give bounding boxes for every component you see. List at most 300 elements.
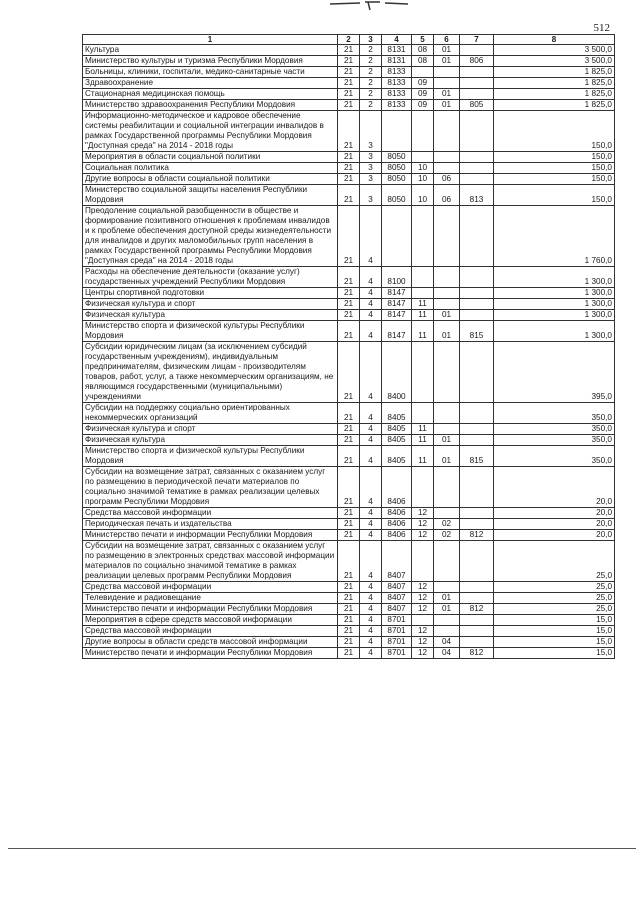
header-cell: 4 bbox=[382, 35, 412, 45]
row-subsection-cell bbox=[434, 267, 460, 288]
row-amount-cell: 350,0 bbox=[494, 435, 615, 446]
row-code-cell: 8405 bbox=[382, 446, 412, 467]
row-code-cell: 4 bbox=[360, 310, 382, 321]
row-ministry-cell bbox=[460, 582, 494, 593]
row-ministry-cell bbox=[460, 637, 494, 648]
row-amount-cell: 1 300,0 bbox=[494, 299, 615, 310]
row-name-cell: Министерство спорта и физической культуры Республики Мордовия bbox=[83, 446, 338, 467]
row-code-cell: 4 bbox=[360, 321, 382, 342]
row-code-cell: 4 bbox=[360, 604, 382, 615]
row-code-cell: 4 bbox=[360, 206, 382, 267]
row-section-cell: 12 bbox=[412, 530, 434, 541]
row-amount-cell: 1 300,0 bbox=[494, 288, 615, 299]
row-name-cell: Расходы на обеспечение деятельности (оказание услуг) государственных учреждений Республики Мордовия bbox=[83, 267, 338, 288]
row-code-cell: 4 bbox=[360, 626, 382, 637]
row-amount-cell: 1 825,0 bbox=[494, 100, 615, 111]
row-name-cell: Здравоохранение bbox=[83, 78, 338, 89]
row-subsection-cell bbox=[434, 342, 460, 403]
row-code-cell: 21 bbox=[338, 321, 360, 342]
row-code-cell: 8100 bbox=[382, 267, 412, 288]
row-name-cell: Министерство здравоохранения Республики Мордовия bbox=[83, 100, 338, 111]
row-name-cell: Средства массовой информации bbox=[83, 582, 338, 593]
row-code-cell: 21 bbox=[338, 530, 360, 541]
row-code-cell: 21 bbox=[338, 637, 360, 648]
row-section-cell bbox=[412, 342, 434, 403]
row-subsection-cell bbox=[434, 582, 460, 593]
row-code-cell: 8147 bbox=[382, 321, 412, 342]
row-name-cell: Субсидии на возмещение затрат, связанных с оказанием услуг по размещению в электронных средствах массовой информации материалов по социально значимой тематике в рамках реализации целевых программ Республики Мордовия bbox=[83, 541, 338, 582]
row-subsection-cell: 01 bbox=[434, 310, 460, 321]
row-section-cell: 12 bbox=[412, 582, 434, 593]
row-code-cell: 8701 bbox=[382, 615, 412, 626]
row-section-cell: 11 bbox=[412, 424, 434, 435]
row-amount-cell: 15,0 bbox=[494, 648, 615, 659]
row-amount-cell: 1 300,0 bbox=[494, 321, 615, 342]
row-section-cell: 12 bbox=[412, 648, 434, 659]
table-row bbox=[83, 648, 615, 659]
row-amount-cell: 25,0 bbox=[494, 582, 615, 593]
table-row bbox=[83, 403, 615, 424]
row-code-cell: 4 bbox=[360, 541, 382, 582]
row-section-cell: 10 bbox=[412, 163, 434, 174]
row-code-cell: 3 bbox=[360, 174, 382, 185]
row-name-cell: Культура bbox=[83, 45, 338, 56]
row-section-cell bbox=[412, 403, 434, 424]
row-subsection-cell: 01 bbox=[434, 321, 460, 342]
row-ministry-cell bbox=[460, 67, 494, 78]
row-code-cell: 21 bbox=[338, 342, 360, 403]
row-code-cell: 8701 bbox=[382, 637, 412, 648]
row-name-cell: Периодическая печать и издательства bbox=[83, 519, 338, 530]
table-row bbox=[83, 299, 615, 310]
row-ministry-cell bbox=[460, 163, 494, 174]
row-code-cell: 21 bbox=[338, 508, 360, 519]
row-code-cell: 2 bbox=[360, 100, 382, 111]
row-code-cell: 21 bbox=[338, 111, 360, 152]
budget-table bbox=[82, 34, 615, 659]
row-name-cell: Министерство социальной защиты населения Республики Мордовия bbox=[83, 185, 338, 206]
row-code-cell: 4 bbox=[360, 267, 382, 288]
row-code-cell: 4 bbox=[360, 508, 382, 519]
table-row bbox=[83, 342, 615, 403]
row-code-cell: 3 bbox=[360, 111, 382, 152]
header-cell: 1 bbox=[83, 35, 338, 45]
row-subsection-cell bbox=[434, 78, 460, 89]
row-section-cell bbox=[412, 541, 434, 582]
row-subsection-cell bbox=[434, 615, 460, 626]
row-amount-cell: 1 825,0 bbox=[494, 89, 615, 100]
row-amount-cell: 350,0 bbox=[494, 403, 615, 424]
row-amount-cell: 3 500,0 bbox=[494, 45, 615, 56]
row-name-cell: Министерство печати и информации Республики Мордовия bbox=[83, 604, 338, 615]
row-code-cell: 21 bbox=[338, 206, 360, 267]
table-row bbox=[83, 519, 615, 530]
row-code-cell: 8133 bbox=[382, 78, 412, 89]
header-cell: 8 bbox=[494, 35, 615, 45]
row-section-cell: 10 bbox=[412, 185, 434, 206]
row-subsection-cell bbox=[434, 288, 460, 299]
row-amount-cell: 20,0 bbox=[494, 467, 615, 508]
row-code-cell: 21 bbox=[338, 56, 360, 67]
row-name-cell: Министерство спорта и физической культуры Республики Мордовия bbox=[83, 321, 338, 342]
row-amount-cell: 25,0 bbox=[494, 604, 615, 615]
row-code-cell: 21 bbox=[338, 403, 360, 424]
row-section-cell: 12 bbox=[412, 637, 434, 648]
row-ministry-cell bbox=[460, 424, 494, 435]
row-code-cell: 2 bbox=[360, 67, 382, 78]
row-ministry-cell bbox=[460, 45, 494, 56]
row-subsection-cell: 01 bbox=[434, 604, 460, 615]
row-code-cell: 3 bbox=[360, 185, 382, 206]
row-code-cell: 21 bbox=[338, 626, 360, 637]
row-code-cell: 8050 bbox=[382, 163, 412, 174]
row-code-cell: 8407 bbox=[382, 593, 412, 604]
row-name-cell: Физическая культура bbox=[83, 435, 338, 446]
table-row bbox=[83, 321, 615, 342]
row-subsection-cell: 01 bbox=[434, 446, 460, 467]
row-code-cell: 21 bbox=[338, 152, 360, 163]
row-code-cell: 4 bbox=[360, 637, 382, 648]
row-ministry-cell bbox=[460, 111, 494, 152]
table-row bbox=[83, 435, 615, 446]
row-section-cell: 11 bbox=[412, 435, 434, 446]
row-code-cell: 21 bbox=[338, 648, 360, 659]
row-section-cell: 11 bbox=[412, 321, 434, 342]
row-code-cell: 4 bbox=[360, 435, 382, 446]
page-number: 512 bbox=[593, 22, 610, 34]
row-ministry-cell bbox=[460, 435, 494, 446]
table-row bbox=[83, 45, 615, 56]
row-code-cell: 4 bbox=[360, 582, 382, 593]
row-ministry-cell bbox=[460, 626, 494, 637]
row-ministry-cell: 805 bbox=[460, 100, 494, 111]
row-ministry-cell: 815 bbox=[460, 446, 494, 467]
row-section-cell: 12 bbox=[412, 604, 434, 615]
row-section-cell bbox=[412, 206, 434, 267]
row-subsection-cell bbox=[434, 67, 460, 78]
row-name-cell: Средства массовой информации bbox=[83, 508, 338, 519]
row-code-cell: 21 bbox=[338, 45, 360, 56]
row-ministry-cell bbox=[460, 174, 494, 185]
row-code-cell: 8131 bbox=[382, 45, 412, 56]
table-row bbox=[83, 163, 615, 174]
row-code-cell bbox=[382, 206, 412, 267]
table-row bbox=[83, 174, 615, 185]
table-row bbox=[83, 78, 615, 89]
row-code-cell bbox=[382, 111, 412, 152]
row-code-cell: 8133 bbox=[382, 100, 412, 111]
row-code-cell: 8050 bbox=[382, 174, 412, 185]
row-name-cell: Физическая культура bbox=[83, 310, 338, 321]
row-code-cell: 21 bbox=[338, 267, 360, 288]
table-row bbox=[83, 637, 615, 648]
row-code-cell: 8406 bbox=[382, 508, 412, 519]
row-ministry-cell bbox=[460, 310, 494, 321]
table-row bbox=[83, 541, 615, 582]
row-ministry-cell bbox=[460, 299, 494, 310]
row-subsection-cell: 04 bbox=[434, 648, 460, 659]
row-code-cell: 21 bbox=[338, 174, 360, 185]
row-code-cell: 21 bbox=[338, 615, 360, 626]
row-section-cell bbox=[412, 615, 434, 626]
row-code-cell: 8050 bbox=[382, 152, 412, 163]
table-row bbox=[83, 206, 615, 267]
row-name-cell: Другие вопросы в области средств массовой информации bbox=[83, 637, 338, 648]
row-amount-cell: 15,0 bbox=[494, 637, 615, 648]
row-subsection-cell: 04 bbox=[434, 637, 460, 648]
row-name-cell: Другие вопросы в области социальной политики bbox=[83, 174, 338, 185]
row-amount-cell: 25,0 bbox=[494, 541, 615, 582]
row-section-cell bbox=[412, 467, 434, 508]
row-amount-cell: 15,0 bbox=[494, 626, 615, 637]
row-ministry-cell: 812 bbox=[460, 648, 494, 659]
row-name-cell: Средства массовой информации bbox=[83, 626, 338, 637]
row-subsection-cell bbox=[434, 508, 460, 519]
row-section-cell: 12 bbox=[412, 626, 434, 637]
row-ministry-cell bbox=[460, 78, 494, 89]
row-name-cell: Социальная политика bbox=[83, 163, 338, 174]
row-ministry-cell bbox=[460, 267, 494, 288]
row-code-cell: 21 bbox=[338, 299, 360, 310]
row-ministry-cell bbox=[460, 152, 494, 163]
row-ministry-cell bbox=[460, 541, 494, 582]
row-code-cell: 21 bbox=[338, 163, 360, 174]
row-code-cell: 8407 bbox=[382, 604, 412, 615]
row-code-cell: 2 bbox=[360, 89, 382, 100]
row-ministry-cell bbox=[460, 467, 494, 508]
row-code-cell: 8133 bbox=[382, 67, 412, 78]
row-code-cell: 8701 bbox=[382, 626, 412, 637]
row-code-cell: 8701 bbox=[382, 648, 412, 659]
table-row bbox=[83, 185, 615, 206]
row-amount-cell: 350,0 bbox=[494, 424, 615, 435]
row-code-cell: 4 bbox=[360, 593, 382, 604]
row-code-cell: 21 bbox=[338, 519, 360, 530]
row-subsection-cell bbox=[434, 541, 460, 582]
row-code-cell: 4 bbox=[360, 615, 382, 626]
header-cell: 6 bbox=[434, 35, 460, 45]
table-row bbox=[83, 288, 615, 299]
row-code-cell: 8405 bbox=[382, 424, 412, 435]
row-ministry-cell bbox=[460, 615, 494, 626]
row-amount-cell: 20,0 bbox=[494, 519, 615, 530]
row-code-cell: 21 bbox=[338, 467, 360, 508]
row-amount-cell: 1 825,0 bbox=[494, 67, 615, 78]
row-subsection-cell: 01 bbox=[434, 100, 460, 111]
row-code-cell: 2 bbox=[360, 78, 382, 89]
row-subsection-cell: 01 bbox=[434, 89, 460, 100]
row-name-cell: Министерство печати и информации Республики Мордовия bbox=[83, 530, 338, 541]
row-code-cell: 4 bbox=[360, 288, 382, 299]
row-code-cell: 21 bbox=[338, 288, 360, 299]
row-ministry-cell bbox=[460, 288, 494, 299]
row-subsection-cell bbox=[434, 299, 460, 310]
row-section-cell: 12 bbox=[412, 593, 434, 604]
row-ministry-cell bbox=[460, 519, 494, 530]
row-name-cell: Центры спортивной подготовки bbox=[83, 288, 338, 299]
row-code-cell: 21 bbox=[338, 541, 360, 582]
row-code-cell: 8407 bbox=[382, 541, 412, 582]
row-code-cell: 8405 bbox=[382, 435, 412, 446]
row-amount-cell: 395,0 bbox=[494, 342, 615, 403]
row-section-cell bbox=[412, 67, 434, 78]
table-row bbox=[83, 310, 615, 321]
row-code-cell: 8147 bbox=[382, 310, 412, 321]
row-code-cell: 21 bbox=[338, 310, 360, 321]
row-code-cell: 8133 bbox=[382, 89, 412, 100]
row-code-cell: 8147 bbox=[382, 288, 412, 299]
row-code-cell: 21 bbox=[338, 78, 360, 89]
row-section-cell: 11 bbox=[412, 446, 434, 467]
row-name-cell: Телевидение и радиовещание bbox=[83, 593, 338, 604]
row-amount-cell: 1 300,0 bbox=[494, 310, 615, 321]
row-amount-cell: 1 825,0 bbox=[494, 78, 615, 89]
row-name-cell: Мероприятия в сфере средств массовой информации bbox=[83, 615, 338, 626]
table-row bbox=[83, 530, 615, 541]
row-subsection-cell bbox=[434, 111, 460, 152]
row-code-cell: 8406 bbox=[382, 530, 412, 541]
row-amount-cell: 20,0 bbox=[494, 530, 615, 541]
header-cell: 2 bbox=[338, 35, 360, 45]
row-name-cell: Физическая культура и спорт bbox=[83, 424, 338, 435]
row-code-cell: 4 bbox=[360, 648, 382, 659]
row-code-cell: 8147 bbox=[382, 299, 412, 310]
row-code-cell: 2 bbox=[360, 45, 382, 56]
row-name-cell: Преодоление социальной разобщенности в обществе и формирование позитивного отношения к проблемам инвалидов и к проблеме обеспечения доступной среды жизнедеятельности для инвалидов и других маломобильных групп населения в рамках Государственной программы Республики Мордовия "Доступная среда" на 2014 - 2018 годы bbox=[83, 206, 338, 267]
row-section-cell: 09 bbox=[412, 89, 434, 100]
table-row bbox=[83, 508, 615, 519]
row-ministry-cell: 812 bbox=[460, 604, 494, 615]
table-row bbox=[83, 89, 615, 100]
row-amount-cell: 150,0 bbox=[494, 111, 615, 152]
row-code-cell: 21 bbox=[338, 435, 360, 446]
row-section-cell bbox=[412, 288, 434, 299]
row-amount-cell: 350,0 bbox=[494, 446, 615, 467]
row-amount-cell: 3 500,0 bbox=[494, 56, 615, 67]
row-amount-cell: 150,0 bbox=[494, 163, 615, 174]
row-section-cell: 12 bbox=[412, 508, 434, 519]
row-ministry-cell bbox=[460, 342, 494, 403]
row-code-cell: 3 bbox=[360, 163, 382, 174]
row-code-cell: 4 bbox=[360, 467, 382, 508]
row-code-cell: 21 bbox=[338, 582, 360, 593]
row-code-cell: 8406 bbox=[382, 467, 412, 508]
row-code-cell: 21 bbox=[338, 100, 360, 111]
row-subsection-cell: 01 bbox=[434, 593, 460, 604]
row-code-cell: 4 bbox=[360, 446, 382, 467]
table-row bbox=[83, 604, 615, 615]
row-name-cell: Больницы, клиники, госпитали, медико-санитарные части bbox=[83, 67, 338, 78]
row-code-cell: 4 bbox=[360, 299, 382, 310]
row-code-cell: 2 bbox=[360, 56, 382, 67]
row-code-cell: 4 bbox=[360, 403, 382, 424]
row-name-cell: Мероприятия в области социальной политики bbox=[83, 152, 338, 163]
row-code-cell: 21 bbox=[338, 67, 360, 78]
row-name-cell: Субсидии юридическим лицам (за исключением субсидий государственным учреждениям), индивидуальным предпринимателям, физическим лицам - производителям товаров, работ, услуг, а также некоммерческим организациям, не являющимся государственными (муниципальными) учреждениями bbox=[83, 342, 338, 403]
row-code-cell: 21 bbox=[338, 185, 360, 206]
row-code-cell: 21 bbox=[338, 424, 360, 435]
row-ministry-cell: 815 bbox=[460, 321, 494, 342]
table-row bbox=[83, 67, 615, 78]
row-subsection-cell: 06 bbox=[434, 174, 460, 185]
scan-artifact-mark bbox=[330, 0, 410, 10]
row-code-cell: 21 bbox=[338, 604, 360, 615]
row-amount-cell: 150,0 bbox=[494, 152, 615, 163]
table-row bbox=[83, 56, 615, 67]
row-subsection-cell bbox=[434, 152, 460, 163]
row-ministry-cell bbox=[460, 403, 494, 424]
row-code-cell: 21 bbox=[338, 89, 360, 100]
row-section-cell: 12 bbox=[412, 519, 434, 530]
row-code-cell: 3 bbox=[360, 152, 382, 163]
row-subsection-cell bbox=[434, 206, 460, 267]
bottom-border-line bbox=[8, 848, 636, 849]
row-ministry-cell: 812 bbox=[460, 530, 494, 541]
row-amount-cell: 150,0 bbox=[494, 174, 615, 185]
row-code-cell: 8407 bbox=[382, 582, 412, 593]
row-code-cell: 21 bbox=[338, 593, 360, 604]
row-section-cell: 11 bbox=[412, 310, 434, 321]
table-row bbox=[83, 582, 615, 593]
row-subsection-cell: 01 bbox=[434, 435, 460, 446]
row-name-cell: Министерство культуры и туризма Республики Мордовия bbox=[83, 56, 338, 67]
row-code-cell: 8131 bbox=[382, 56, 412, 67]
row-ministry-cell bbox=[460, 593, 494, 604]
row-ministry-cell bbox=[460, 89, 494, 100]
row-subsection-cell: 06 bbox=[434, 185, 460, 206]
row-code-cell: 4 bbox=[360, 424, 382, 435]
row-amount-cell: 15,0 bbox=[494, 615, 615, 626]
row-amount-cell: 1 300,0 bbox=[494, 267, 615, 288]
row-ministry-cell bbox=[460, 206, 494, 267]
row-subsection-cell: 01 bbox=[434, 45, 460, 56]
table-row bbox=[83, 467, 615, 508]
row-name-cell: Информационно-методическое и кадровое обеспечение системы реабилитации и социальной интеграции инвалидов в рамках Государственной программы Республики Мордовия "Доступная среда" на 2014 - 2018 годы bbox=[83, 111, 338, 152]
row-section-cell bbox=[412, 152, 434, 163]
row-amount-cell: 150,0 bbox=[494, 185, 615, 206]
row-subsection-cell bbox=[434, 163, 460, 174]
row-subsection-cell bbox=[434, 626, 460, 637]
table-row bbox=[83, 593, 615, 604]
header-cell: 5 bbox=[412, 35, 434, 45]
row-subsection-cell: 02 bbox=[434, 530, 460, 541]
row-ministry-cell bbox=[460, 508, 494, 519]
row-name-cell: Физическая культура и спорт bbox=[83, 299, 338, 310]
row-section-cell: 11 bbox=[412, 299, 434, 310]
row-code-cell: 4 bbox=[360, 519, 382, 530]
row-code-cell: 8050 bbox=[382, 185, 412, 206]
row-ministry-cell: 806 bbox=[460, 56, 494, 67]
row-amount-cell: 25,0 bbox=[494, 593, 615, 604]
row-code-cell: 4 bbox=[360, 530, 382, 541]
row-section-cell bbox=[412, 267, 434, 288]
row-name-cell: Стационарная медицинская помощь bbox=[83, 89, 338, 100]
row-subsection-cell bbox=[434, 424, 460, 435]
row-subsection-cell bbox=[434, 403, 460, 424]
row-amount-cell: 20,0 bbox=[494, 508, 615, 519]
row-name-cell: Субсидии на поддержку социально ориентированных некоммерческих организаций bbox=[83, 403, 338, 424]
header-row bbox=[83, 35, 615, 45]
table-row bbox=[83, 100, 615, 111]
row-name-cell: Министерство печати и информации Республики Мордовия bbox=[83, 648, 338, 659]
table-row bbox=[83, 111, 615, 152]
table-row bbox=[83, 424, 615, 435]
row-code-cell: 21 bbox=[338, 446, 360, 467]
row-section-cell: 08 bbox=[412, 56, 434, 67]
row-subsection-cell: 02 bbox=[434, 519, 460, 530]
table-row bbox=[83, 446, 615, 467]
row-name-cell: Субсидии на возмещение затрат, связанных с оказанием услуг по размещению в периодической печати материалов по социально значимой тематике в рамках реализации целевых программ Республики Мордовия bbox=[83, 467, 338, 508]
